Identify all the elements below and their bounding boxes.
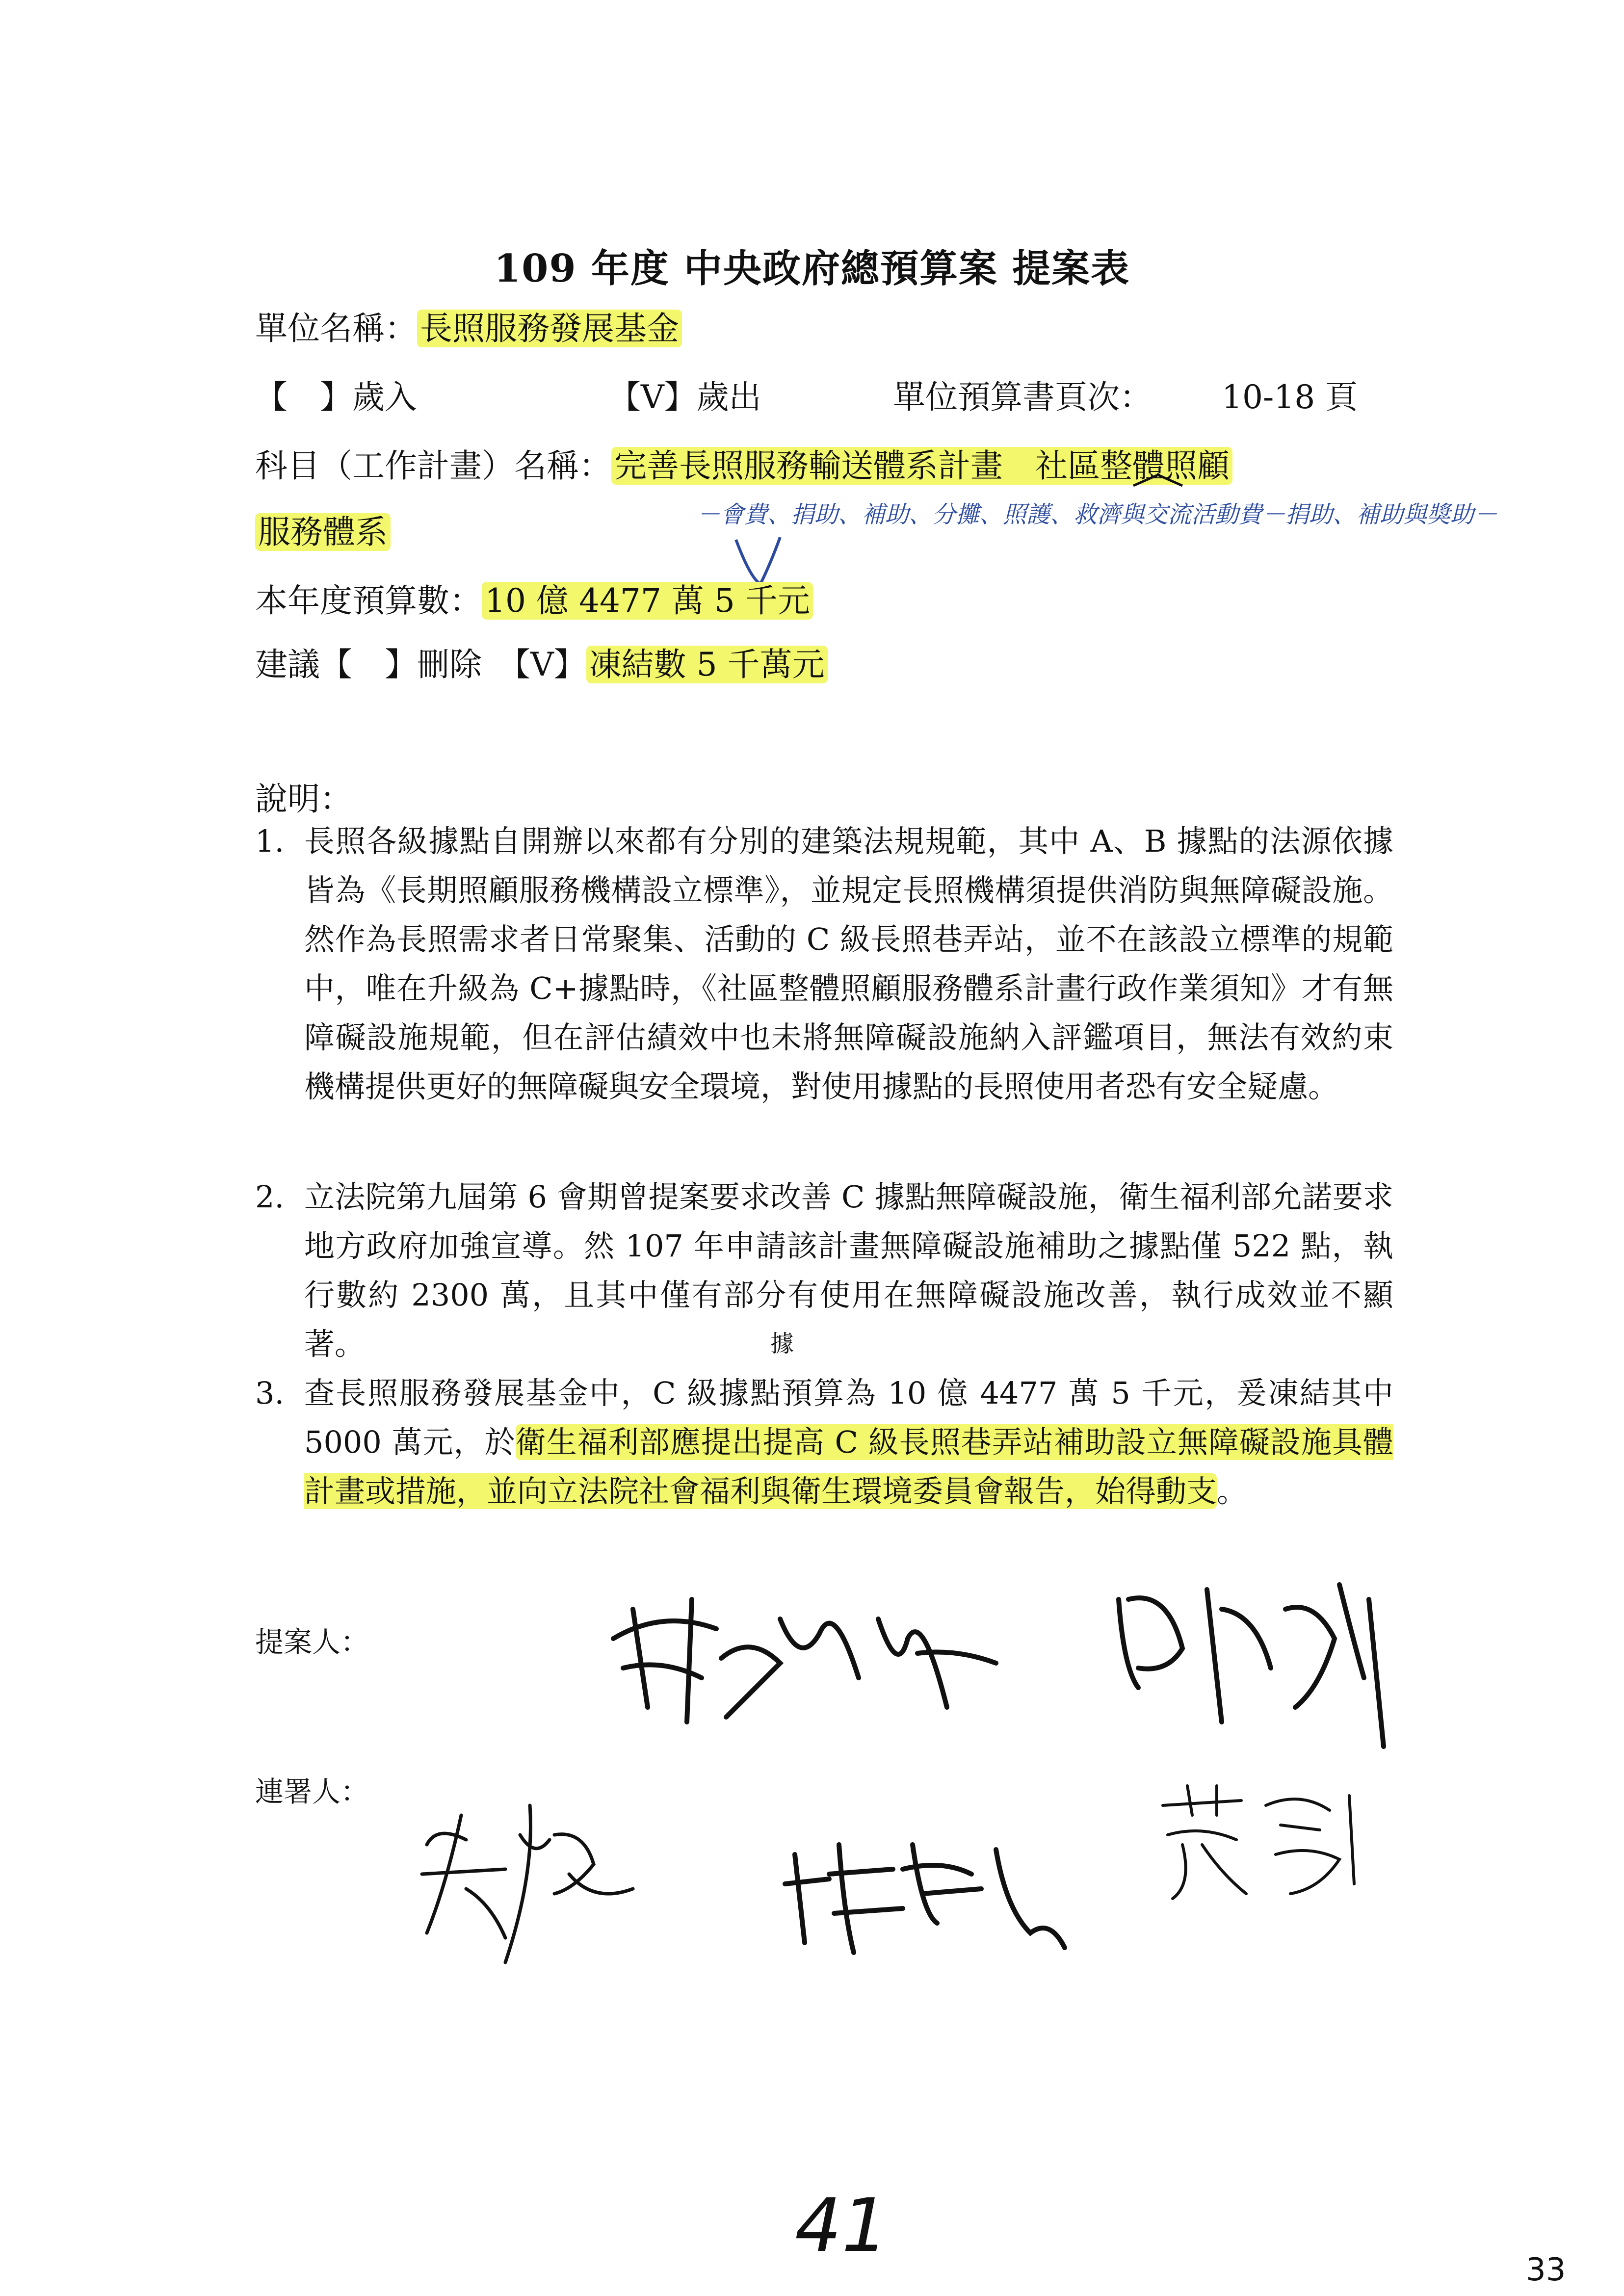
page-title: 109 年度 中央政府總預算案 提案表 [494, 246, 1130, 291]
caret-mark-icon [1128, 471, 1187, 491]
item-number: 1. [255, 823, 285, 859]
budget-amount-value: 10 億 4477 萬 5 千元 [482, 582, 813, 620]
page-ref-value: 10-18 頁 [1222, 378, 1358, 416]
item-name-part2: 社區整體照顧 [1035, 447, 1230, 485]
proposer-signature-2 [1109, 1570, 1403, 1778]
explanation-label: 說明： [255, 780, 352, 818]
budget-amount-row [255, 579, 813, 623]
unit-value: 長照服務發展基金 [417, 310, 682, 347]
handwritten-page-number: 41 [795, 2183, 889, 2269]
cosigner-signature-3 [1153, 1776, 1388, 1905]
item-text-plain: 查長照服務發展基金中，C 級據點預算為 10 億 4477 萬 5 千元，爰凍結其中 5000 萬元，於 [304, 1375, 1393, 1460]
cosigner-signature-2 [775, 1815, 1079, 1974]
item-name-label: 科目（工作計畫）名稱： [255, 447, 611, 485]
suggestion-row [255, 643, 828, 687]
item-text-end: 。 [1217, 1473, 1248, 1509]
item-text: 長照各級據點自開辦以來都有分別的建築法規規範，其中 A、B 據點的法源依據皆為《長期照顧服務機構設立標準》，並規定長照機構須提供消防與無障礙設施。然作為長照需求者日常聚集、活動的 C 級長照巷弄站，並不在該設立標準的規範中，唯在升級為 C+據點時，《社區整體照顧服務體系計畫行政作業須知》才有無障礙設施規範，但在評估績效中也未將無障礙設施納入評鑑項目，無法有效約束機構提供更好的無障礙與安全環境，對使用據點的長照使用者恐有安全疑慮。 [304, 823, 1393, 1104]
suggestion-value: 凍結數 5 千萬元 [586, 646, 828, 683]
explanation-item-1 [255, 817, 1393, 1111]
revenue-option: 【 】歲入 [255, 378, 417, 416]
unit-label: 單位名稱： [255, 310, 417, 347]
cosigner-signature-1 [407, 1776, 662, 1984]
item-number: 2. [255, 1179, 285, 1215]
explanation-item-3 [255, 1369, 1393, 1516]
expense-option: 【V】歲出 [608, 378, 761, 416]
cosigner-label: 連署人： [255, 1775, 369, 1808]
page-ref-label: 單位預算書頁次： [893, 378, 1152, 416]
proposer-signature-1 [603, 1580, 1006, 1744]
handwritten-insert: －會費、捐助、補助、分攤、照護、救濟與交流活動費－捐助、補助與獎助－ [697, 501, 1498, 528]
item-text: 立法院第九屆第 6 會期曾提案要求改善 C 據點無障礙設施，衛生福利部允諾要求地方政府加強宣導。然 107 年申請該計畫無障礙設施補助之據點僅 522 點，執行數約 2300 萬，且其中僅有部分有使用在無障礙設施改善，執行成效並不顯著。 [304, 1179, 1393, 1362]
handwritten-correction: 據 [770, 1330, 794, 1357]
unit-row [255, 307, 682, 351]
item-text-highlight: 衛生福利部應提出提高 C 級長照巷弄站補助設立無障礙設施具體計畫或措施，並向立法院社會福利與衛生環境委員會報告，始得動支 [304, 1424, 1393, 1509]
suggestion-prefix: 建議【 】刪除 【V】 [255, 646, 586, 683]
item-name-continued [255, 510, 391, 554]
explanation-item-2 [255, 1173, 1393, 1369]
item-name-row [255, 444, 1232, 488]
item-number: 3. [255, 1375, 285, 1411]
item-text [304, 1369, 1393, 1516]
corner-page-number: 33 [1526, 2252, 1566, 2288]
proposer-label: 提案人： [255, 1625, 369, 1659]
item-name-part3: 服務體系 [255, 513, 391, 551]
budget-amount-label: 本年度預算數： [255, 582, 482, 620]
item-name-part1: 完善長照服務輸送體系計畫 [614, 447, 1003, 485]
